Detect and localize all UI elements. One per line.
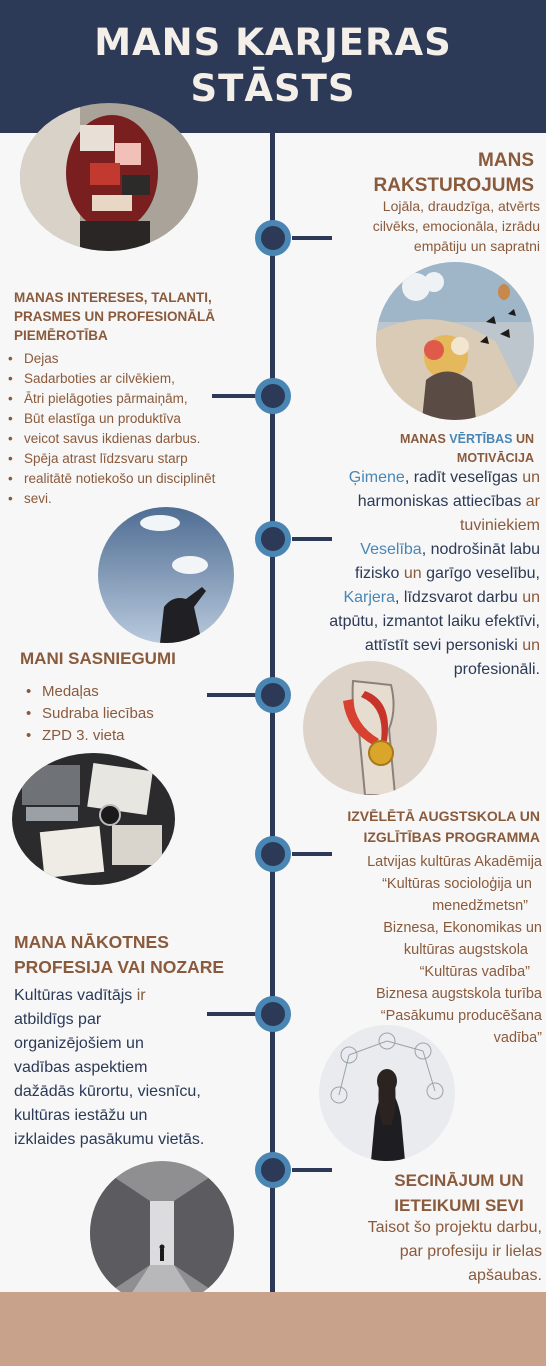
values-line: profesionāli. <box>453 661 540 678</box>
interest-item: • Sadarboties ar cilvēkiem, <box>8 369 270 389</box>
conclusions-heading <box>372 1168 546 1218</box>
sky-clouds-image <box>98 507 234 643</box>
university-line: menedžmetsn” <box>432 898 528 914</box>
values-line <box>300 562 540 586</box>
value-text: garīgo veselību, <box>421 565 540 582</box>
value-keyword: Ģimene <box>348 469 405 486</box>
traits-line: Lojāla, draudzīga, atvērts <box>382 198 540 214</box>
interest-item-continuation: • veicot savus ikdienas darbus. <box>8 429 270 449</box>
interest-item-continuation: • realitātē notiekošo un disciplinēt <box>8 469 270 489</box>
maze-image <box>90 1161 234 1305</box>
value-text: harmoniskas attiecības <box>357 493 526 510</box>
value-text: fizisko <box>355 565 404 582</box>
values-line <box>300 586 540 610</box>
profession-heading-line-2: PROFESIJA VAI NOZARE <box>14 957 225 977</box>
values-heading <box>300 430 534 468</box>
values-heading-line-2: MOTIVĀCIJA <box>456 451 534 465</box>
timeline-connector <box>292 1168 332 1172</box>
profession-heading <box>14 930 264 980</box>
timeline-node <box>255 220 291 256</box>
value-keyword: Karjera <box>343 589 396 606</box>
interests-heading <box>14 288 274 345</box>
timeline-node <box>255 521 291 557</box>
university-line: “Kultūras vadība” <box>419 964 530 980</box>
interests-heading-line-2: PRASMES UN PROFESIONĀLĀ <box>14 309 216 324</box>
timeline-node <box>255 1152 291 1188</box>
value-text: un <box>522 469 540 486</box>
traits-heading-line-1: MANS <box>478 150 534 171</box>
university-line: “Kultūras socioloģija un <box>382 876 532 892</box>
desk-workspace-image <box>12 753 175 885</box>
title-line-1: MANS KARJERAS <box>94 21 452 64</box>
conclusions-text <box>300 1216 542 1288</box>
values-heading-part: MANAS <box>399 432 450 446</box>
profession-line <box>14 984 270 1008</box>
profession-line: izklaides pasākumu vietās. <box>14 1131 205 1148</box>
university-line: Biznesa, Ekonomikas un <box>383 920 542 936</box>
conclusions-heading-line-1: SECINĀJUM UN <box>394 1171 524 1190</box>
traits-heading <box>300 148 534 198</box>
traits-text <box>300 196 540 256</box>
traits-line: cilvēks, emocionāla, izrādu <box>372 218 540 234</box>
value-text: , nodrošināt labu <box>421 541 540 558</box>
profession-text <box>14 984 270 1152</box>
value-text: un <box>522 637 540 654</box>
value-text: , līdzsvarot darbu <box>395 589 523 606</box>
conclusions-heading-line-2: IETEIKUMI SEVI <box>394 1196 524 1215</box>
university-line: “Pasākumu producēšana <box>380 1008 542 1024</box>
values-line <box>300 466 540 490</box>
value-text: un <box>522 589 540 606</box>
conclusions-line: apšaubas. <box>468 1267 542 1284</box>
values-heading-part: UN <box>512 432 534 446</box>
profession-line: vadības aspektiem <box>14 1059 148 1076</box>
values-line <box>300 634 540 658</box>
achievements-heading: MANI SASNIEGUMI <box>20 649 176 668</box>
values-heading-highlight: VĒRTĪBAS <box>449 432 513 446</box>
conclusions-line: Taisot šo projektu darbu, <box>367 1219 542 1236</box>
achievements-list <box>26 681 226 747</box>
achievement-item: • Sudraba liecības <box>26 703 226 725</box>
profession-keyword: Kultūras vadītājs <box>14 987 137 1004</box>
profession-text-part: ir <box>136 987 146 1004</box>
university-heading-line-1: IZVĒLĒTĀ AUGSTSKOLA UN <box>347 808 540 824</box>
value-text: attīstīt sevi personiski <box>364 637 523 654</box>
interest-item: • Spēja atrast līdzsvaru starp <box>8 449 270 469</box>
interest-item: • Būt elastīga un produktīva <box>8 409 270 429</box>
university-heading <box>296 806 540 848</box>
university-line: vadība” <box>493 1030 542 1046</box>
values-line: atpūtu, izmantot laiku efektīvi, <box>329 613 540 630</box>
butterflies-head-image <box>376 262 534 420</box>
value-keyword: Veselība <box>360 541 422 558</box>
university-line: kultūras augstskola <box>403 942 528 958</box>
values-heading-line-1 <box>300 430 534 449</box>
title-line-2: STĀSTS <box>190 67 356 110</box>
value-text: un <box>403 565 422 582</box>
profession-line: organizējošiem un <box>14 1035 144 1052</box>
interest-item: • Dejas <box>8 349 270 369</box>
timeline-node <box>255 836 291 872</box>
conclusions-line: par profesiju ir lielas <box>399 1243 542 1260</box>
profession-line: atbildīgs par <box>14 1011 102 1028</box>
achievement-item: • ZPD 3. vieta <box>26 725 226 747</box>
university-text <box>296 851 542 1049</box>
interest-item: • Ātri pielāgoties pārmaiņām, <box>8 389 270 409</box>
university-heading-line-2: IZGLĪTĪBAS PROGRAMMA <box>363 829 540 845</box>
values-text <box>300 466 540 682</box>
values-line: tuviniekiem <box>459 517 540 534</box>
timeline-node <box>255 677 291 713</box>
value-text: , radīt veselīgas <box>404 469 523 486</box>
traits-heading-line-2: RAKSTUROJUMS <box>373 175 534 196</box>
university-line: Biznesa augstskola turība <box>375 986 542 1002</box>
footer-band <box>0 1292 546 1366</box>
value-text: ar <box>525 493 540 510</box>
values-line <box>300 490 540 514</box>
values-line <box>300 538 540 562</box>
traits-line: empātiju un sapratni <box>413 238 540 254</box>
painted-portrait-image <box>20 103 198 251</box>
profession-line: kultūras iestāžu un <box>14 1107 148 1124</box>
interest-item-continuation: • sevi. <box>8 489 270 509</box>
page-title <box>0 20 546 112</box>
profession-heading-line-1: MANA NĀKOTNES <box>14 932 169 952</box>
interests-heading-line-3: PIEMĒROTĪBA <box>14 328 108 343</box>
profession-line: dažādās kūrortu, viesnīcu, <box>14 1083 201 1100</box>
university-line: Latvijas kultūras Akadēmija <box>367 854 542 870</box>
achievement-item: • Medaļas <box>26 681 226 703</box>
interests-heading-line-1: MANAS INTERESES, TALANTI, <box>14 290 212 305</box>
interests-list <box>8 349 270 509</box>
